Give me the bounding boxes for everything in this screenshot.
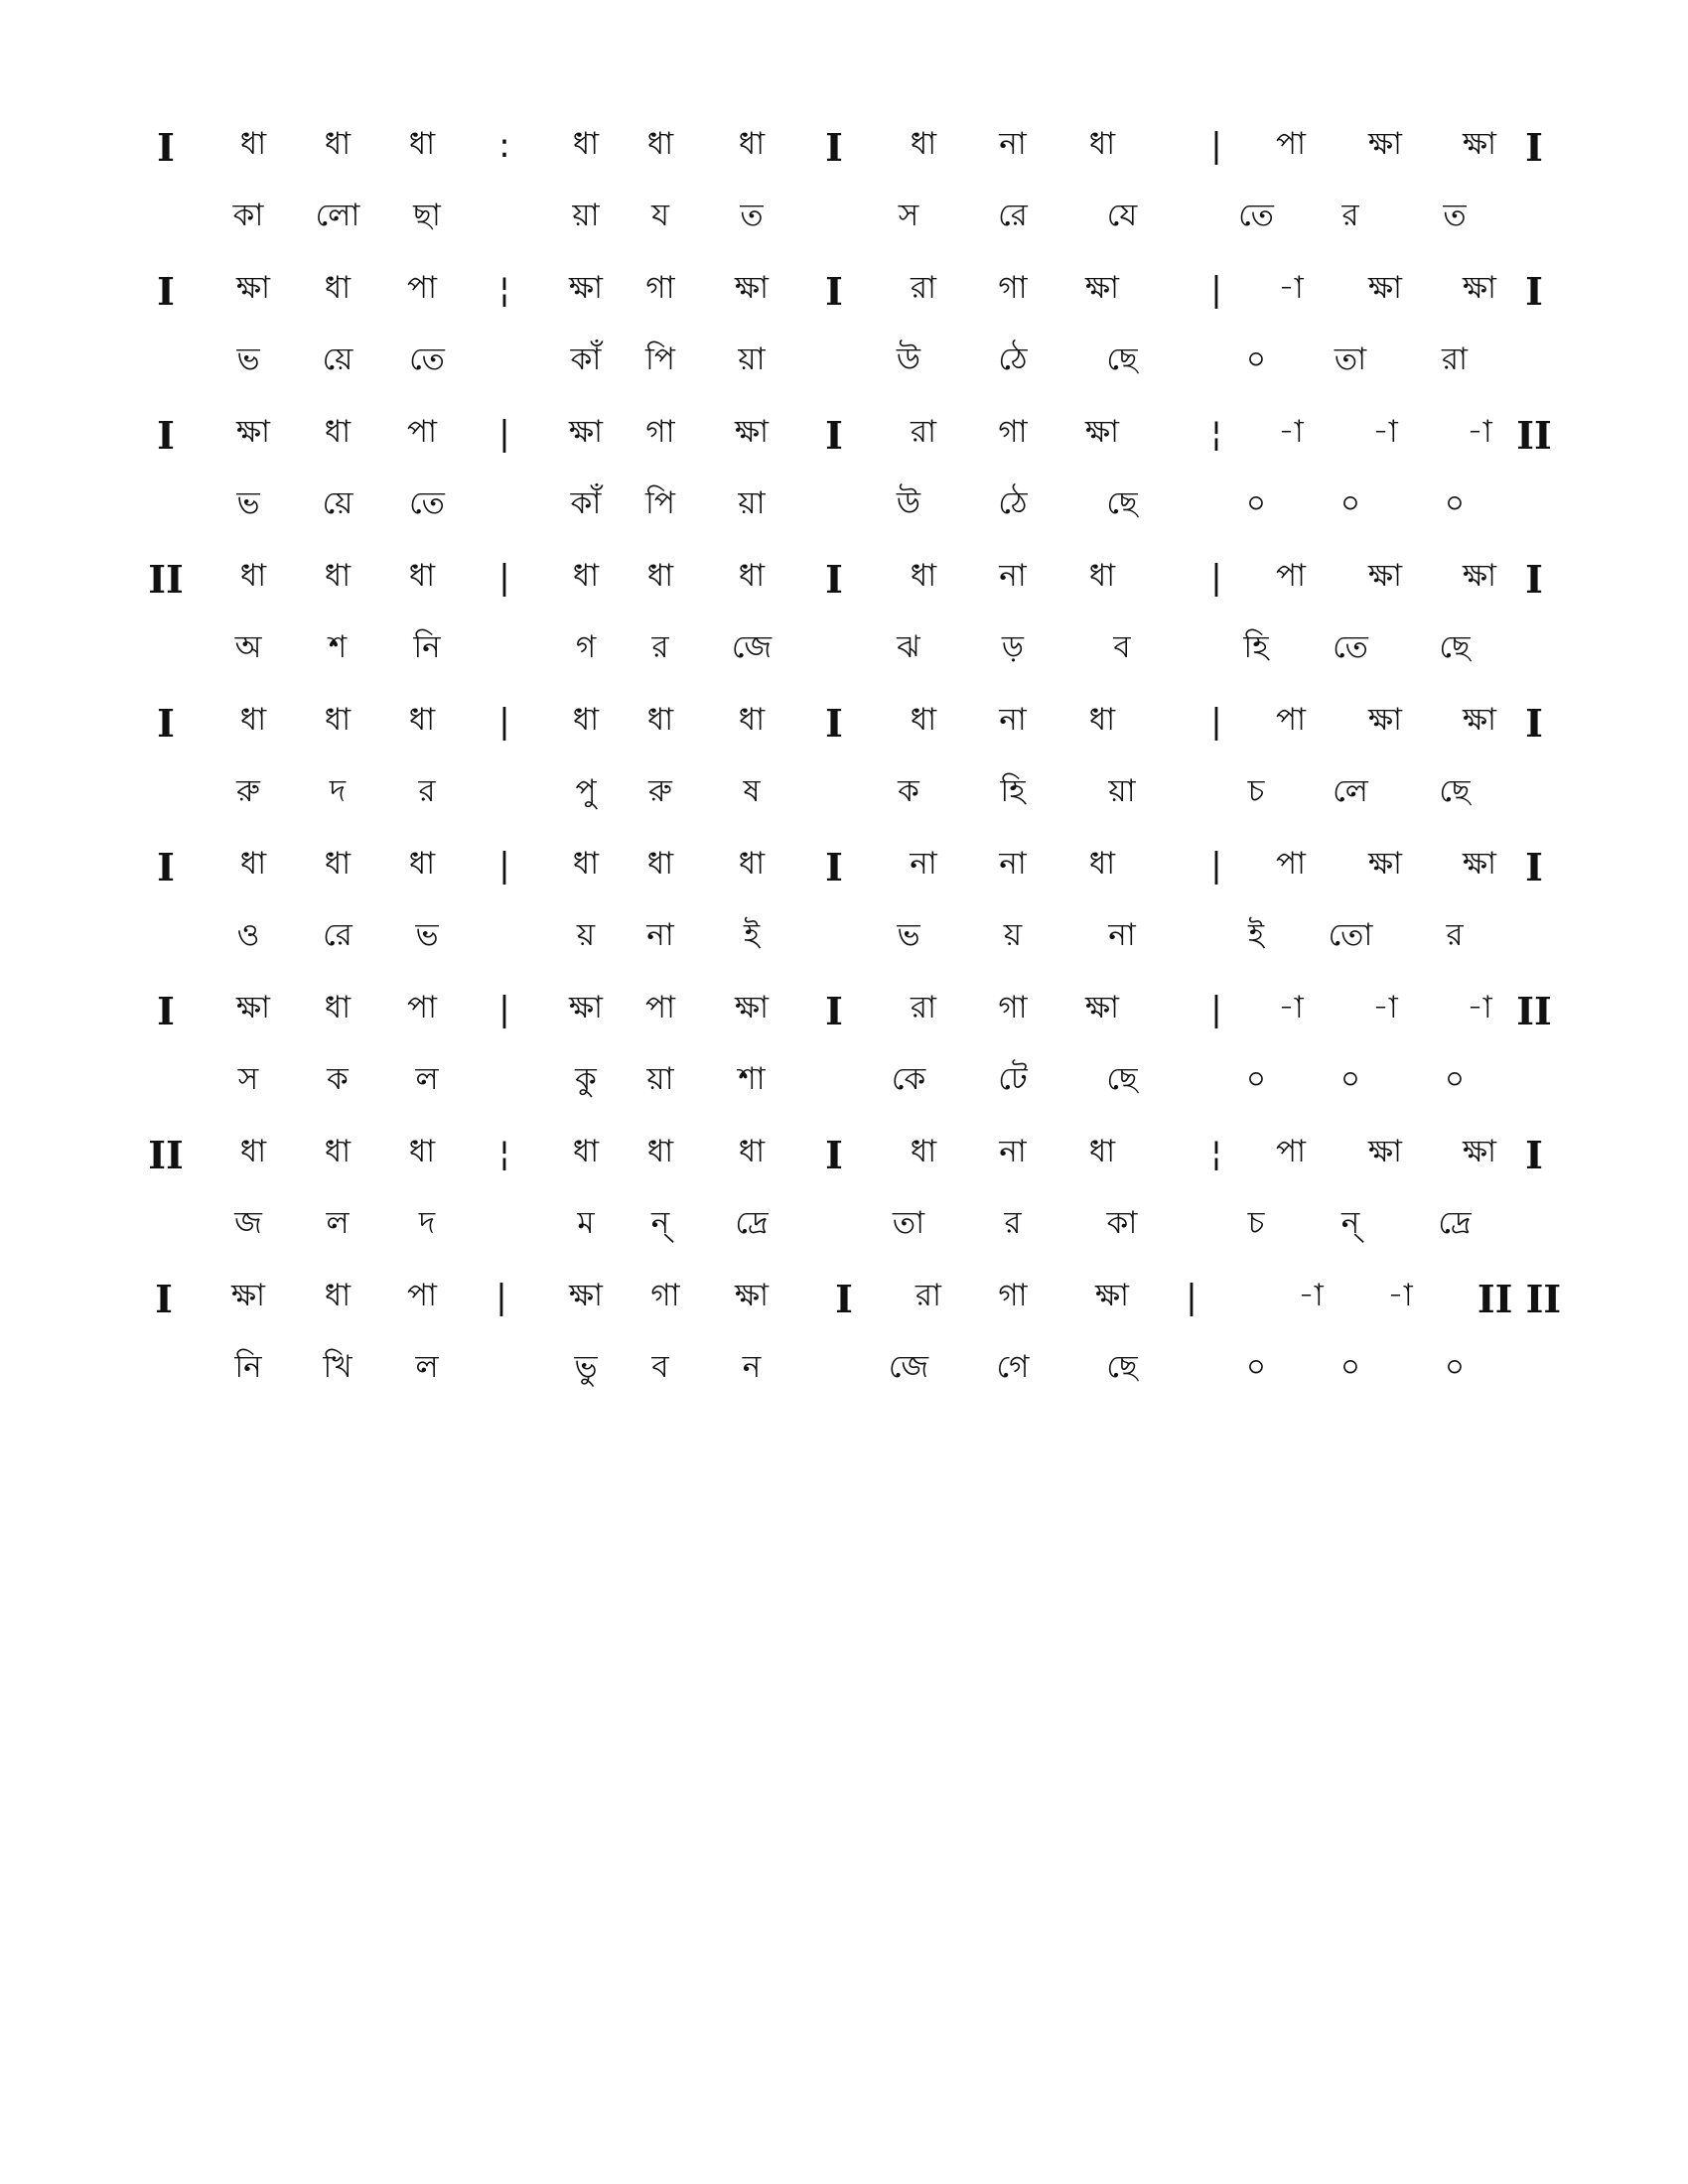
swara-note: রা xyxy=(910,414,937,450)
bar-line: II xyxy=(1516,989,1552,1033)
lyric-syllable: তে xyxy=(1238,198,1274,233)
lyric-syllable: দ্রে xyxy=(1438,1205,1472,1241)
beat-divider: ¦ xyxy=(1210,414,1222,454)
lyric-syllable: ষ xyxy=(743,773,761,809)
bar-line: I xyxy=(157,269,175,314)
lyric-syllable: চ xyxy=(1247,773,1265,809)
swara-note: রা xyxy=(910,270,937,306)
swara-note: ধা xyxy=(646,126,674,162)
lyric-syllable: দ xyxy=(418,1205,436,1241)
lyric-syllable: তে xyxy=(1333,629,1368,665)
swara-note: ধা xyxy=(738,1134,766,1169)
lyric-syllable: কু xyxy=(575,1061,597,1097)
lyric-syllable: ড় xyxy=(1001,629,1025,665)
swara-note: -া xyxy=(1298,1278,1324,1313)
lyric-syllable: ন xyxy=(742,1349,762,1385)
swara-note: ধা xyxy=(646,702,674,738)
lyric-syllable: কা xyxy=(232,198,264,233)
lyric-syllable: ০ xyxy=(1245,1349,1267,1385)
swara-note: ক্ষা xyxy=(1094,1278,1130,1313)
lyric-syllable: অ xyxy=(234,629,262,665)
lyric-syllable: লো xyxy=(315,198,360,233)
lyric-syllable: ভ xyxy=(897,917,920,953)
swara-note: রা xyxy=(914,1278,942,1313)
swara-note: গা xyxy=(998,990,1028,1025)
lyric-syllable: ল xyxy=(326,1205,350,1241)
bar-line: I xyxy=(825,845,843,889)
swara-note: ধা xyxy=(738,126,766,162)
bar-line: I xyxy=(825,125,843,170)
lyric-syllable: কাঁ xyxy=(570,341,602,377)
bar-line: I xyxy=(1525,557,1543,602)
beat-divider: | xyxy=(498,846,510,886)
swara-note: ক্ষা xyxy=(734,270,770,306)
swara-note: ধা xyxy=(910,126,937,162)
swara-note: ধা xyxy=(910,558,937,594)
lyric-syllable: য়া xyxy=(738,341,766,377)
swara-note: ধা xyxy=(572,126,600,162)
bar-line: I xyxy=(155,1277,173,1321)
swara-note: -া xyxy=(1387,1278,1413,1313)
lyric-syllable: য়া xyxy=(1108,773,1136,809)
swara-note: ধা xyxy=(910,702,937,738)
lyric-syllable: রু xyxy=(236,773,260,809)
swara-note: ক্ষা xyxy=(1462,270,1497,306)
swara-note: গা xyxy=(645,414,675,450)
swara-note: পা xyxy=(406,414,438,450)
swara-note: ধা xyxy=(646,558,674,594)
swara-note: ক্ষা xyxy=(1367,702,1403,738)
lyric-syllable: ব xyxy=(1113,629,1131,665)
lyric-syllable: র xyxy=(418,773,436,809)
swara-note: রা xyxy=(910,990,937,1025)
beat-divider: : xyxy=(498,126,510,166)
beat-divider: | xyxy=(1210,990,1222,1029)
lyric-syllable: তা xyxy=(892,1205,925,1241)
bar-line: I xyxy=(825,269,843,314)
swara-note: ধা xyxy=(324,1278,352,1313)
swara-note: ক্ষা xyxy=(1367,270,1403,306)
beat-divider: | xyxy=(1210,846,1222,886)
lyric-syllable: কা xyxy=(1106,1205,1138,1241)
lyric-syllable: কে xyxy=(891,1061,926,1097)
beat-divider: | xyxy=(498,558,510,598)
lyric-syllable: ছা xyxy=(413,198,441,233)
lyric-syllable: য় xyxy=(576,917,596,953)
swara-note: ধা xyxy=(324,414,352,450)
swara-note: ধা xyxy=(408,846,436,882)
swara-note: না xyxy=(999,702,1027,738)
swara-note: ধা xyxy=(408,126,436,162)
swara-note: ক্ষা xyxy=(568,414,604,450)
lyric-syllable: ০ xyxy=(1245,341,1267,377)
swara-note: ক্ষা xyxy=(1084,270,1120,306)
bar-line: I xyxy=(1525,845,1543,889)
swara-note: পা xyxy=(1275,846,1307,882)
swara-note: ধা xyxy=(572,558,600,594)
swara-note: ধা xyxy=(1088,1134,1116,1169)
lyric-syllable: ল xyxy=(415,1349,439,1385)
bar-line: I xyxy=(1525,701,1543,746)
lyric-syllable: র xyxy=(651,629,669,665)
swara-note: ধা xyxy=(408,1134,436,1169)
swara-note: -া xyxy=(1372,414,1398,450)
swara-note: ধা xyxy=(1088,702,1116,738)
swara-note: ক্ষা xyxy=(235,990,271,1025)
swara-note: ক্ষা xyxy=(1367,126,1403,162)
beat-divider: | xyxy=(1210,702,1222,742)
bar-line: I xyxy=(157,989,175,1033)
lyric-syllable: ০ xyxy=(1444,1061,1466,1097)
swara-note: ধা xyxy=(1088,126,1116,162)
bar-line: I xyxy=(1525,125,1543,170)
swara-note: ধা xyxy=(324,990,352,1025)
lyric-syllable: র xyxy=(1446,917,1464,953)
lyric-syllable: নি xyxy=(413,629,441,665)
lyric-syllable: ঠে xyxy=(998,341,1028,377)
beat-divider: | xyxy=(498,702,510,742)
lyric-syllable: ছে xyxy=(1106,1349,1138,1385)
lyric-syllable: রে xyxy=(998,198,1028,233)
lyric-syllable: ছে xyxy=(1439,629,1471,665)
swara-note: না xyxy=(999,558,1027,594)
swara-note: -া xyxy=(1372,990,1398,1025)
swara-note: ধা xyxy=(738,846,766,882)
lyric-syllable: জ xyxy=(234,1205,262,1241)
swara-note: ক্ষা xyxy=(568,990,604,1025)
lyric-syllable: শ xyxy=(328,629,348,665)
bar-line: I xyxy=(157,845,175,889)
lyric-syllable: পি xyxy=(645,341,675,377)
swara-note: ধা xyxy=(572,846,600,882)
beat-divider: | xyxy=(498,414,510,454)
swara-note: -া xyxy=(1278,990,1304,1025)
lyric-syllable: য xyxy=(651,198,669,233)
lyric-syllable: ত xyxy=(740,198,764,233)
lyric-syllable: ম xyxy=(577,1205,595,1241)
lyric-syllable: য়ে xyxy=(322,341,353,377)
swara-note: -া xyxy=(1467,414,1492,450)
swara-note: ধা xyxy=(324,558,352,594)
lyric-syllable: ০ xyxy=(1444,485,1466,521)
lyric-syllable: পু xyxy=(575,773,597,809)
swara-note: পা xyxy=(406,1278,438,1313)
swara-note: ক্ষা xyxy=(734,990,770,1025)
bar-line: I xyxy=(825,701,843,746)
lyric-syllable: নি xyxy=(234,1349,262,1385)
lyric-syllable: য়া xyxy=(572,198,600,233)
lyric-syllable: চ xyxy=(1247,1205,1265,1241)
swara-note: ধা xyxy=(324,846,352,882)
swara-note: ধা xyxy=(324,270,352,306)
bar-line: I xyxy=(157,125,175,170)
beat-divider: ¦ xyxy=(1210,1134,1222,1173)
swara-note: ক্ষা xyxy=(235,414,271,450)
lyric-syllable: ই xyxy=(743,917,761,953)
beat-divider: | xyxy=(1210,558,1222,598)
lyric-syllable: কাঁ xyxy=(570,485,602,521)
lyric-syllable: ঝ xyxy=(897,629,920,665)
swara-note: ক্ষা xyxy=(734,414,770,450)
swara-note: ক্ষা xyxy=(568,270,604,306)
swara-note: ধা xyxy=(572,1134,600,1169)
swara-note: ধা xyxy=(738,558,766,594)
lyric-syllable: রা xyxy=(1441,341,1469,377)
lyric-syllable: তো xyxy=(1328,917,1373,953)
swara-note: ক্ষা xyxy=(1367,1134,1403,1169)
swara-note: ক্ষা xyxy=(1462,558,1497,594)
swara-note: ধা xyxy=(239,126,267,162)
swara-note: ক্ষা xyxy=(1084,990,1120,1025)
bar-line: I xyxy=(825,413,843,458)
lyric-syllable: লে xyxy=(1333,773,1368,809)
swara-note: পা xyxy=(406,270,438,306)
lyric-syllable: উ xyxy=(896,341,921,377)
swara-note: পা xyxy=(1275,1134,1307,1169)
swara-note: ধা xyxy=(239,846,267,882)
lyric-syllable: গে xyxy=(996,1349,1030,1385)
swara-note: ধা xyxy=(408,702,436,738)
bar-line: I xyxy=(835,1277,853,1321)
swara-note: গা xyxy=(998,414,1028,450)
swara-note: ধা xyxy=(1088,846,1116,882)
lyric-syllable: শা xyxy=(738,1061,766,1097)
swara-note: ক্ষা xyxy=(230,1278,266,1313)
swara-note: পা xyxy=(644,990,676,1025)
lyric-syllable: য় xyxy=(1003,917,1023,953)
lyric-syllable: যে xyxy=(1106,198,1138,233)
lyric-syllable: উ xyxy=(896,485,921,521)
lyric-syllable: রে xyxy=(323,917,352,953)
beat-divider: | xyxy=(495,1278,507,1317)
swara-note: -া xyxy=(1467,990,1492,1025)
lyric-syllable: গ xyxy=(575,629,597,665)
swara-note: ক্ষা xyxy=(1367,846,1403,882)
lyric-syllable: স xyxy=(237,1061,259,1097)
bar-line: I xyxy=(1525,1133,1543,1177)
swara-note: গা xyxy=(998,270,1028,306)
lyric-syllable: টে xyxy=(998,1061,1028,1097)
lyric-syllable: তে xyxy=(409,341,445,377)
lyric-syllable: ভ xyxy=(415,917,439,953)
lyric-syllable: ০ xyxy=(1339,1349,1361,1385)
bar-line: II xyxy=(1516,413,1552,458)
swara-note: -া xyxy=(1278,270,1304,306)
swara-note: ধা xyxy=(239,1134,267,1169)
lyric-syllable: ও xyxy=(236,917,260,953)
swara-note: ক্ষা xyxy=(1367,558,1403,594)
swara-note: গা xyxy=(998,1278,1028,1313)
lyric-syllable: ভ xyxy=(236,341,260,377)
swara-note: না xyxy=(910,846,937,882)
lyric-syllable: তে xyxy=(409,485,445,521)
lyric-syllable: ক xyxy=(898,773,919,809)
swara-note: ধা xyxy=(646,1134,674,1169)
lyric-syllable: ব xyxy=(651,1349,669,1385)
lyric-syllable: ঠে xyxy=(998,485,1028,521)
bar-line: I xyxy=(1525,269,1543,314)
lyric-syllable: জে xyxy=(888,1349,929,1385)
lyric-syllable: দ্রে xyxy=(735,1205,769,1241)
beat-divider: | xyxy=(498,990,510,1029)
beat-divider: | xyxy=(1186,1278,1197,1317)
swara-note: ধা xyxy=(572,702,600,738)
beat-divider: | xyxy=(1210,126,1222,166)
swara-note: ক্ষা xyxy=(1462,846,1497,882)
lyric-syllable: য়া xyxy=(738,485,766,521)
swara-note: ধা xyxy=(738,702,766,738)
lyric-syllable: ০ xyxy=(1339,485,1361,521)
swara-note: ক্ষা xyxy=(1084,414,1120,450)
lyric-syllable: পি xyxy=(645,485,675,521)
lyric-syllable: স xyxy=(898,198,919,233)
bar-line: II xyxy=(148,557,184,602)
swara-note: ক্ষা xyxy=(235,270,271,306)
lyric-syllable: ০ xyxy=(1245,1061,1267,1097)
lyric-syllable: দ xyxy=(329,773,347,809)
lyric-syllable: ০ xyxy=(1339,1061,1361,1097)
lyric-syllable: র xyxy=(1004,1205,1022,1241)
swara-note: ক্ষা xyxy=(1462,126,1497,162)
swara-note: ক্ষা xyxy=(734,1278,770,1313)
lyric-syllable: ০ xyxy=(1245,485,1267,521)
swara-note: ধা xyxy=(239,702,267,738)
lyric-syllable: ছে xyxy=(1106,1061,1138,1097)
lyric-syllable: য়ে xyxy=(322,485,353,521)
swara-note: না xyxy=(999,126,1027,162)
lyric-syllable: ভু xyxy=(574,1349,598,1385)
swara-note: পা xyxy=(1275,702,1307,738)
swara-note: গা xyxy=(645,270,675,306)
swara-note: ধা xyxy=(646,846,674,882)
lyric-syllable: হি xyxy=(1243,629,1269,665)
swara-note: ধা xyxy=(408,558,436,594)
lyric-syllable: ত xyxy=(1443,198,1467,233)
swara-note: ধা xyxy=(324,702,352,738)
swara-note: ক্ষা xyxy=(1462,702,1497,738)
bar-line: II xyxy=(148,1133,184,1177)
swara-note: ধা xyxy=(1088,558,1116,594)
bar-line: II II xyxy=(1477,1277,1562,1321)
lyric-syllable: হি xyxy=(1000,773,1026,809)
lyric-syllable: তা xyxy=(1334,341,1367,377)
lyric-syllable: য়া xyxy=(646,1061,674,1097)
lyric-syllable: জে xyxy=(731,629,773,665)
swara-note: গা xyxy=(650,1278,680,1313)
beat-divider: ¦ xyxy=(498,1134,510,1173)
swara-note: পা xyxy=(1275,558,1307,594)
lyric-syllable: না xyxy=(1108,917,1136,953)
lyric-syllable: না xyxy=(646,917,674,953)
bar-line: I xyxy=(825,557,843,602)
beat-divider: | xyxy=(1210,270,1222,310)
lyric-syllable: খি xyxy=(323,1349,352,1385)
swara-note: ধা xyxy=(239,558,267,594)
bar-line: I xyxy=(157,413,175,458)
lyric-syllable: ল xyxy=(415,1061,439,1097)
bar-line: I xyxy=(825,1133,843,1177)
swara-note: না xyxy=(999,846,1027,882)
lyric-syllable: ভ xyxy=(236,485,260,521)
lyric-syllable: রু xyxy=(648,773,672,809)
bar-line: I xyxy=(157,701,175,746)
lyric-syllable: র xyxy=(1341,198,1359,233)
lyric-syllable: ছে xyxy=(1106,341,1138,377)
swara-note: না xyxy=(999,1134,1027,1169)
swara-note: পা xyxy=(406,990,438,1025)
swara-note: -া xyxy=(1278,414,1304,450)
lyric-syllable: ক xyxy=(327,1061,349,1097)
lyric-syllable: ন্ xyxy=(650,1205,670,1241)
swara-note: ধা xyxy=(324,126,352,162)
swara-note: ধা xyxy=(324,1134,352,1169)
bar-line: I xyxy=(825,989,843,1033)
lyric-syllable: ছে xyxy=(1439,773,1471,809)
swara-note: ক্ষা xyxy=(1462,1134,1497,1169)
lyric-syllable: ন্ xyxy=(1340,1205,1360,1241)
lyric-syllable: ছে xyxy=(1106,485,1138,521)
swara-note: ধা xyxy=(910,1134,937,1169)
swara-note: ক্ষা xyxy=(568,1278,604,1313)
swara-note: পা xyxy=(1275,126,1307,162)
lyric-syllable: ই xyxy=(1247,917,1265,953)
beat-divider: ¦ xyxy=(498,270,510,310)
lyric-syllable: ০ xyxy=(1444,1349,1466,1385)
